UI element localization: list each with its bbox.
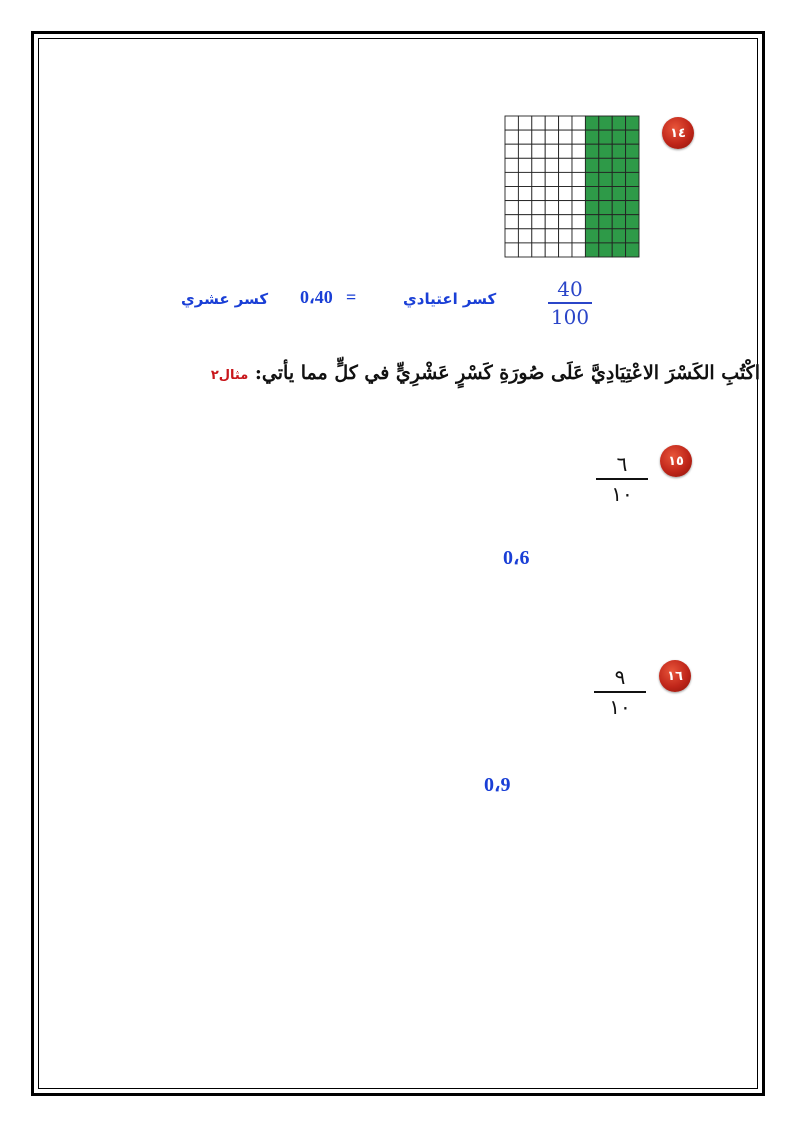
grid-cell-shaded	[612, 158, 625, 172]
equals-sign: =	[346, 287, 357, 307]
grid-cell	[545, 187, 558, 201]
grid-cell-shaded	[585, 243, 598, 257]
grid-cell	[505, 172, 518, 186]
grid-cell-shaded	[599, 144, 612, 158]
exercise-15-answer: 0،6	[503, 547, 530, 569]
grid-cell-shaded	[626, 158, 639, 172]
exercise-15-denominator: ١٠	[611, 482, 633, 506]
grid-cell	[545, 130, 558, 144]
grid-cell	[505, 130, 518, 144]
grid-cell	[572, 144, 585, 158]
grid-cell-shaded	[599, 187, 612, 201]
grid-cell-shaded	[585, 172, 598, 186]
exercise-16-badge: ١٦	[659, 660, 691, 692]
grid-cell	[545, 172, 558, 186]
grid-cell-shaded	[585, 229, 598, 243]
grid-cell	[532, 187, 545, 201]
grid-cell-shaded	[612, 243, 625, 257]
grid-cell	[559, 187, 572, 201]
grid-cell-shaded	[626, 243, 639, 257]
grid-cell-shaded	[626, 130, 639, 144]
grid-cell	[559, 201, 572, 215]
grid-cell-shaded	[612, 201, 625, 215]
grid-cell-shaded	[626, 144, 639, 158]
grid-cell-shaded	[599, 201, 612, 215]
instruction-line	[211, 362, 760, 384]
grid-cell	[572, 187, 585, 201]
grid-cell	[559, 130, 572, 144]
grid-cell-shaded	[599, 158, 612, 172]
grid-cell	[559, 215, 572, 229]
grid-cell-shaded	[585, 201, 598, 215]
page-border-inner	[38, 38, 758, 1089]
grid-cell	[518, 158, 531, 172]
grid-cell-shaded	[612, 229, 625, 243]
grid-cell-shaded	[626, 229, 639, 243]
grid-cell	[572, 116, 585, 130]
grid-cell	[559, 144, 572, 158]
grid-cell	[532, 116, 545, 130]
grid-cell	[518, 144, 531, 158]
grid-cell-shaded	[585, 187, 598, 201]
grid-cell-shaded	[599, 116, 612, 130]
grid-cell-shaded	[612, 130, 625, 144]
fraction-denominator: 100	[550, 304, 590, 329]
grid-cell	[572, 201, 585, 215]
exercise-16-answer: 0،9	[484, 774, 511, 796]
grid-cell	[545, 243, 558, 257]
grid-cell	[518, 243, 531, 257]
exercise-16-denominator: ١٠	[609, 695, 631, 719]
decimal-value: 0،40	[300, 287, 333, 307]
exercise-14-badge: ١٤	[662, 117, 694, 149]
grid-cell	[572, 130, 585, 144]
decimal-fraction-label: كسر عشري	[181, 290, 269, 308]
grid-cell-shaded	[599, 243, 612, 257]
grid-cell	[545, 158, 558, 172]
grid-cell	[532, 158, 545, 172]
grid-cell	[532, 201, 545, 215]
grid-cell	[505, 243, 518, 257]
grid-cell-shaded	[599, 215, 612, 229]
grid-cell-shaded	[585, 144, 598, 158]
grid-cell	[572, 229, 585, 243]
grid-cell	[572, 215, 585, 229]
grid-cell-shaded	[599, 130, 612, 144]
exercise-16-fraction-bar	[594, 691, 646, 693]
grid-cell	[505, 144, 518, 158]
grid-cell-shaded	[599, 229, 612, 243]
hundred-grid	[504, 115, 640, 258]
grid-cell	[545, 144, 558, 158]
grid-cell-shaded	[626, 201, 639, 215]
grid-cell	[532, 243, 545, 257]
grid-cell	[572, 158, 585, 172]
grid-cell	[518, 130, 531, 144]
grid-cell-shaded	[612, 116, 625, 130]
instruction-text: اكْتُبِ الكَسْرَ الاعْتِيَادِيَّ عَلَى صُورَةِ كَسْرٍ عَشْرِيٍّ في كلٍّ مما يأتي:	[254, 362, 760, 384]
grid-cell	[532, 130, 545, 144]
grid-cell	[532, 215, 545, 229]
grid-cell	[505, 187, 518, 201]
grid-cell-shaded	[585, 215, 598, 229]
grid-cell	[559, 243, 572, 257]
grid-cell-shaded	[585, 116, 598, 130]
grid-cell-shaded	[599, 172, 612, 186]
exercise-16-numerator: ٩	[614, 665, 626, 689]
grid-cell	[532, 144, 545, 158]
grid-cell	[559, 116, 572, 130]
grid-cell	[518, 172, 531, 186]
grid-cell	[505, 229, 518, 243]
grid-cell-shaded	[612, 172, 625, 186]
grid-cell	[559, 158, 572, 172]
grid-cell	[572, 243, 585, 257]
grid-cell	[559, 172, 572, 186]
grid-cell-shaded	[585, 130, 598, 144]
grid-cell-shaded	[626, 187, 639, 201]
grid-cell-shaded	[626, 116, 639, 130]
exercise-15-numerator: ٦	[616, 452, 628, 476]
grid-cell	[559, 229, 572, 243]
grid-cell	[572, 172, 585, 186]
grid-cell	[505, 116, 518, 130]
grid-cell	[505, 158, 518, 172]
exercise-16-fraction	[594, 665, 646, 719]
grid-cell	[518, 229, 531, 243]
grid-cell	[545, 116, 558, 130]
grid-cell	[518, 201, 531, 215]
example-reference: مثال٢	[210, 368, 249, 383]
common-fraction-label: كسر اعتيادي	[403, 290, 497, 308]
grid-cell-shaded	[626, 172, 639, 186]
grid-cell	[545, 215, 558, 229]
grid-cell	[518, 187, 531, 201]
grid-cell-shaded	[626, 215, 639, 229]
fraction-numerator: 40	[557, 277, 583, 301]
exercise-15-fraction-bar	[596, 478, 648, 480]
exercise-14-fraction	[548, 277, 592, 329]
grid-cell-shaded	[612, 187, 625, 201]
grid-cell	[545, 201, 558, 215]
grid-cell-shaded	[612, 215, 625, 229]
fraction-bar	[548, 302, 592, 304]
exercise-15-fraction	[596, 452, 648, 506]
grid-cell-shaded	[585, 158, 598, 172]
grid-cell	[532, 172, 545, 186]
grid-cell	[505, 215, 518, 229]
exercise-15-badge: ١٥	[660, 445, 692, 477]
grid-cell	[532, 229, 545, 243]
grid-cell	[518, 116, 531, 130]
grid-cell-shaded	[612, 144, 625, 158]
grid-cell	[518, 215, 531, 229]
grid-cell	[505, 201, 518, 215]
grid-cell	[545, 229, 558, 243]
